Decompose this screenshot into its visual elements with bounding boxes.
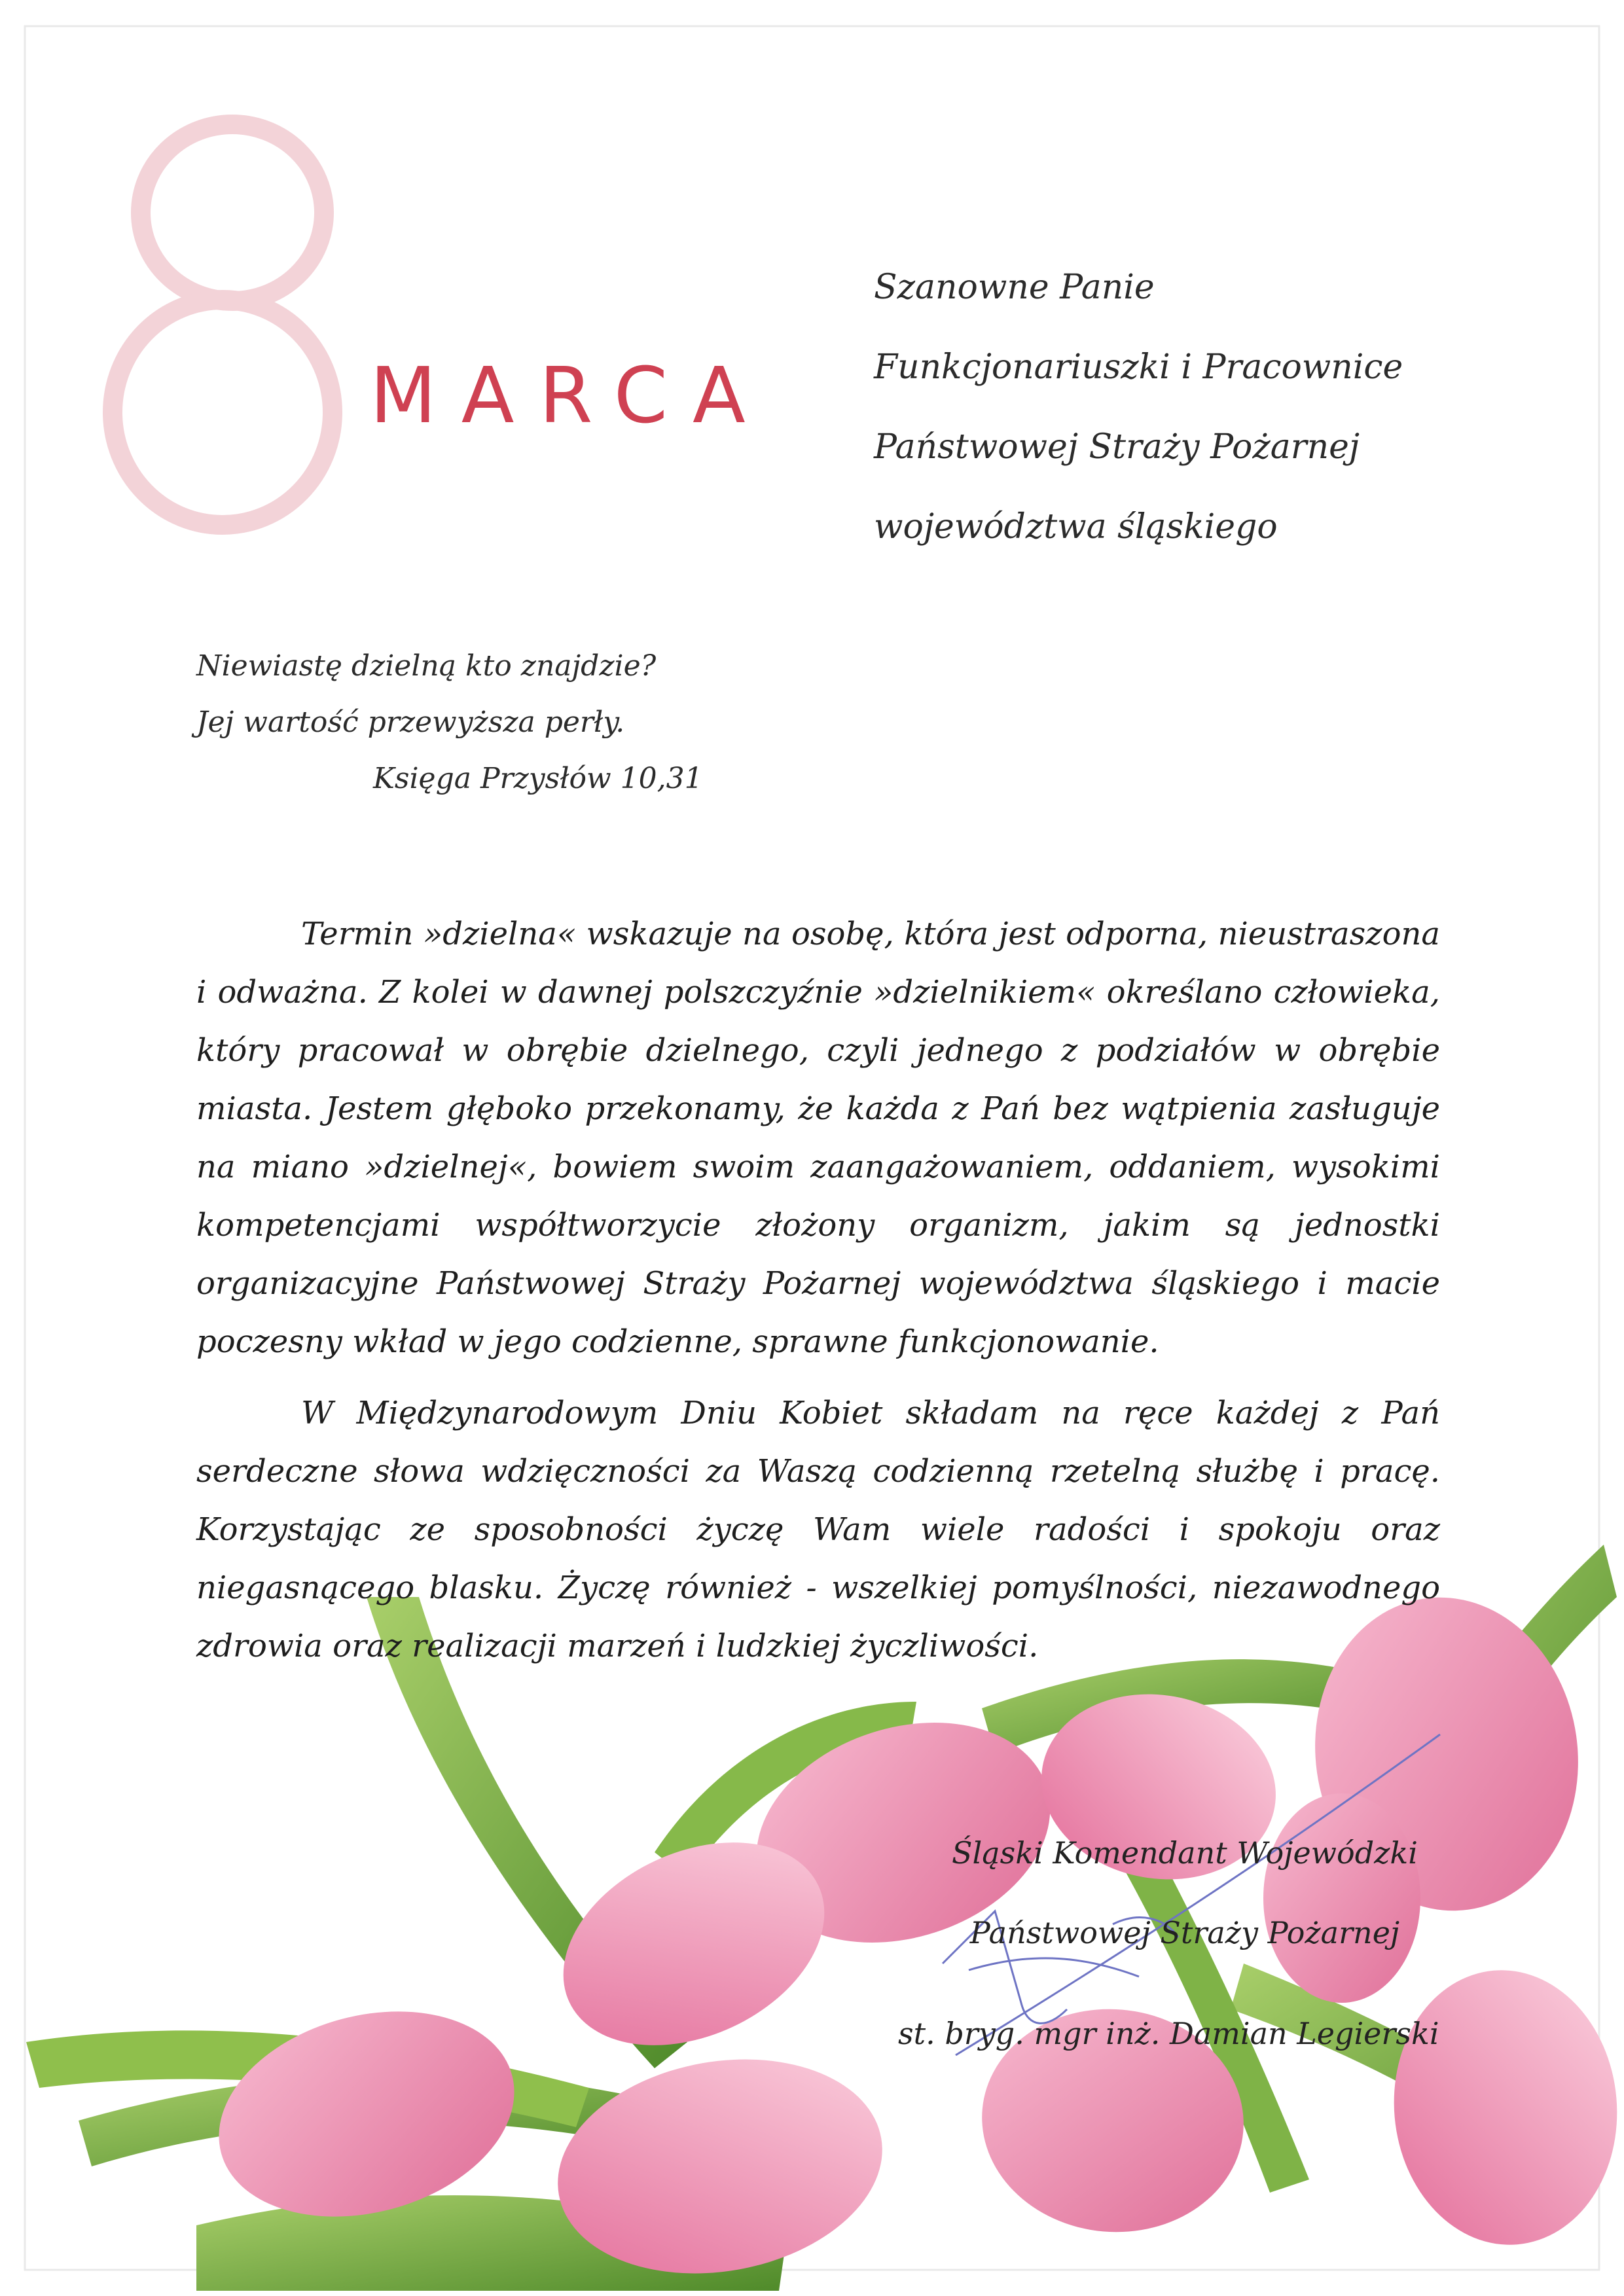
quote-source: Księga Przysłów 10,31	[373, 762, 703, 795]
signature-block	[890, 1813, 1479, 2073]
addressee-line: Funkcjonariuszki i Pracownice	[874, 348, 1403, 387]
addressee-line: Państwowej Straży Pożarnej	[874, 427, 1360, 467]
body-paragraph: Termin »dzielna« wskazuje na osobę, która jest odporna, nieustraszona i odważna. Z kolei w dawnej polszczyźnie »dzielnikiem« określano człowieka, który pracował w obrębie dzielnego, czyli jednego z podziałów w obrębie miasta. Jestem głęboko przekonamy, że każda z Pań bez wątpienia zasługuje na miano »dzielnej«, bowiem swoim zaangażowaniem, oddaniem, wysokimi kompetencjami współtworzycie złożony organizm, jakim są jednostki organizacyjne Państwowej Straży Pożarnej województwa śląskiego i macie poczesny wkład w jego codzienne, sprawne funkcjonowanie.	[196, 916, 1440, 1360]
addressee-line: Szanowne Panie	[874, 268, 1155, 307]
month-heading: MARCA	[370, 350, 770, 440]
body-paragraph: W Międzynarodowym Dniu Kobiet składam na ręce każdej z Pań serdeczne słowa wdzięczności za Waszą codzienną rzetelną służbę i pracę. Korzystając ze sposobności życzę Wam wiele radości i spokoju oraz niegasnącego blasku. Życzę również - wszelkiej pomyślności, niezawodnego zdrowia oraz realizacji marzeń i ludzkiej życzliwości.	[196, 1395, 1440, 1664]
signature-name: st. bryg. mgr inż. Damian Legierski	[898, 2016, 1439, 2051]
quote-line: Jej wartość przewyższa perły.	[196, 706, 625, 739]
decorative-eight-icon	[98, 105, 347, 537]
signature-title: Państwowej Straży Pożarnej	[969, 1915, 1400, 1950]
addressee-line: województwa śląskiego	[874, 507, 1278, 547]
addressee-block	[874, 247, 1561, 567]
bible-quote	[196, 638, 785, 807]
quote-line: Niewiastę dzielną kto znajdzie?	[196, 649, 657, 683]
letter-body	[196, 905, 1440, 1689]
signature-title: Śląski Komendant Wojewódzki	[951, 1835, 1418, 1871]
